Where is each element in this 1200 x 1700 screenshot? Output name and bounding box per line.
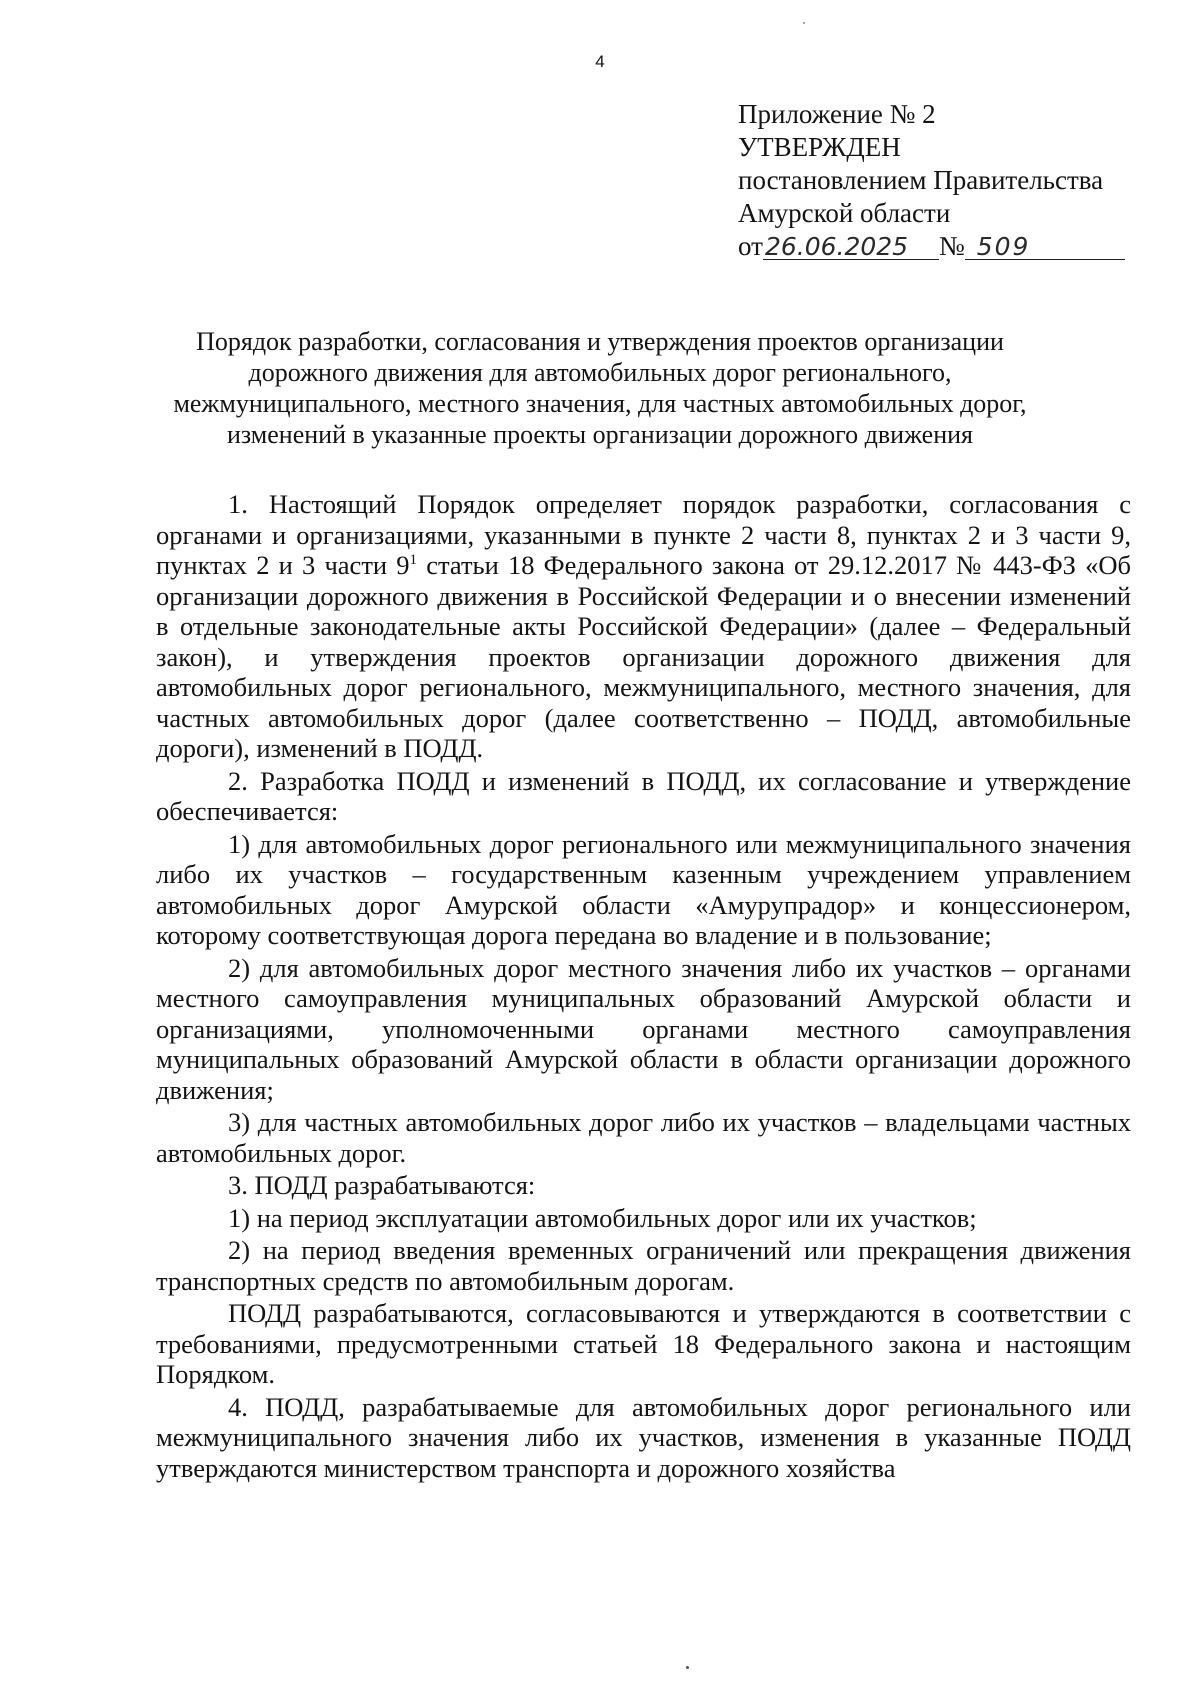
document-body bbox=[156, 489, 1131, 1483]
page-number: 4 bbox=[595, 52, 605, 71]
resolution-label: постановлением Правительства bbox=[738, 165, 1104, 195]
paragraph-1-part-a: 1. Настоящий Порядок определяет порядок разработки, согласования с органами и организациями, указанными в пункте 2 части 8, пунктах 2 и 3 части 9, пунктах 2 и 3 части 9 bbox=[156, 489, 1131, 580]
paragraph-3-item-2: 2) на период введения временных ограничений или прекращения движения транспортных средств по автомобильным дорогам. bbox=[156, 1235, 1131, 1296]
handwritten-date: 26.06.2025 bbox=[763, 235, 939, 260]
approval-block bbox=[738, 98, 1125, 263]
paragraph-1-part-b: статьи 18 Федерального закона от 29.12.2017 № 443-ФЗ «Об организации дорожного движения в Российской Федерации и о внесении изменений в отдельные законодательные акты Российской Федерации» (далее – Федеральный закон), и утверждения проектов организации дорожного движения для автомобильных дорог регионального, межмуниципального, местного значения, для частных автомобильных дорог (далее соответственно – ПОДД, автомобильные дороги), изменений в ПОДД. bbox=[156, 550, 1131, 763]
paragraph-2-item-2: 2) для автомобильных дорог местного значения либо их участков – органами местного самоуправления муниципальных образований Амурской области и организациями, уполномоченными органами местного самоуправления муниципальных образований Амурской области в области организации дорожного движения; bbox=[156, 952, 1131, 1105]
title-line: Порядок разработки, согласования и утверждения проектов организации bbox=[196, 327, 1004, 356]
number-prefix: № bbox=[938, 231, 965, 261]
scan-speck bbox=[686, 1666, 689, 1669]
paragraph-2-item-1: 1) для автомобильных дорог регионального или межмуниципального значения либо их участков – государственным казенным учреждением управлением автомобильных дорог Амурской области «Амурупрадор» и концессионером, которому соответствующая дорога передана во владение и в пользование; bbox=[156, 828, 1131, 950]
paragraph-2: 2. Разработка ПОДД и изменений в ПОДД, их согласование и утверждение обеспечивается: bbox=[156, 765, 1131, 826]
paragraph-1 bbox=[156, 489, 1131, 764]
title-line: межмуниципального, местного значения, для частных автомобильных дорог, bbox=[173, 389, 1027, 418]
paragraph-3: 3. ПОДД разрабатываются: bbox=[228, 1170, 536, 1200]
handwritten-number: 509 bbox=[965, 235, 1125, 260]
paragraph-4: 4. ПОДД, разрабатываемые для автомобильных дорог регионального или межмуниципального значения либо их участков, изменения в указанные ПОДД утверждаются министерством транспорта и дорожного хозяйства bbox=[156, 1391, 1131, 1483]
superscript: 1 bbox=[409, 552, 418, 569]
date-number-line bbox=[738, 230, 1125, 263]
paragraph-3-note: ПОДД разрабатываются, согласовываются и утверждаются в соответствии с требованиями, предусмотренными статьей 18 Федерального закона и настоящим Порядком. bbox=[156, 1298, 1131, 1389]
approved-label: УТВЕРЖДЕН bbox=[738, 132, 901, 162]
region-label: Амурской области bbox=[738, 198, 951, 228]
title-line: изменений в указанные проекты организации дорожного движения bbox=[226, 420, 974, 449]
scan-speck bbox=[803, 22, 805, 24]
document-title bbox=[150, 326, 1050, 450]
appendix-label: Приложение № 2 bbox=[738, 99, 936, 129]
title-line: дорожного движения для автомобильных дорог регионального, bbox=[248, 358, 952, 387]
paragraph-3-item-1: 1) на период эксплуатации автомобильных дорог или их участков; bbox=[228, 1202, 977, 1233]
date-prefix: от bbox=[738, 231, 763, 261]
paragraph-2-item-3: 3) для частных автомобильных дорог либо их участков – владельцами частных автомобильных дорог. bbox=[156, 1107, 1131, 1168]
